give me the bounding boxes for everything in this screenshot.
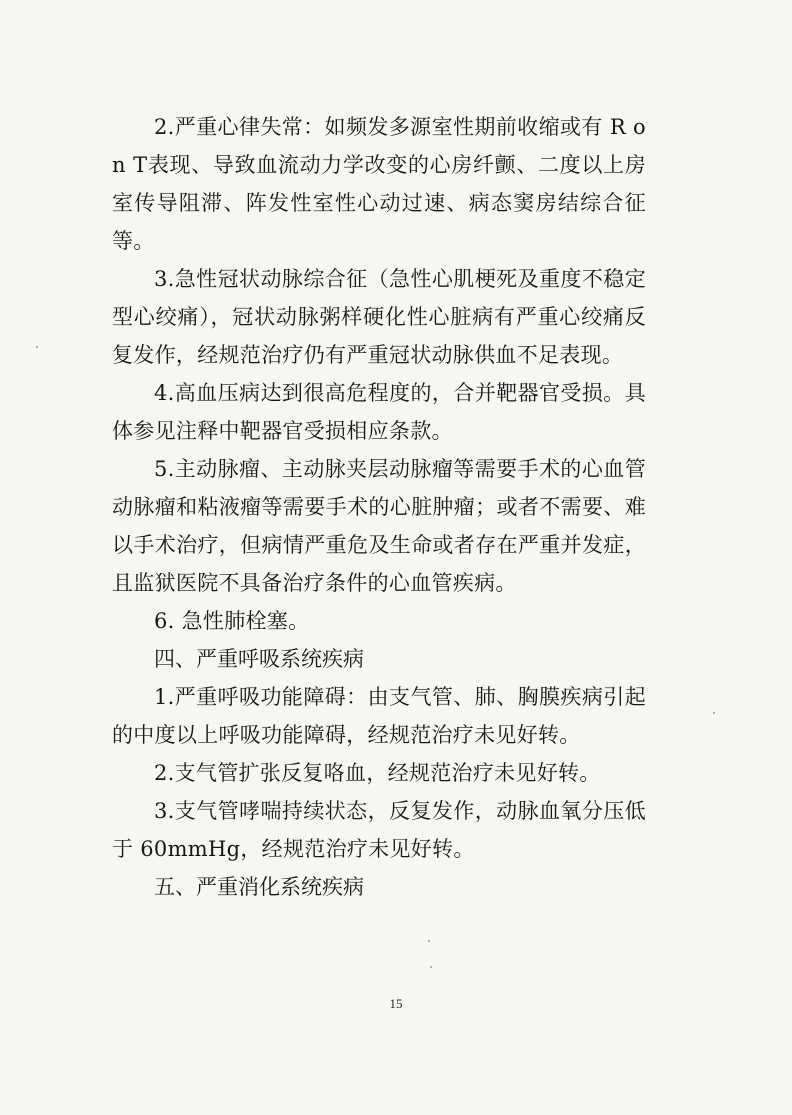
paragraph-bronchiectasis: 2.支气管扩张反复咯血，经规范治疗未见好转。	[154, 761, 601, 785]
scan-speck	[430, 966, 432, 968]
scan-speck	[36, 346, 38, 348]
paragraph-asthma: 3.支气管哮喘持续状态，反复发作，动脉血氧分压低于 60mmHg，经规范治疗未见好转。	[112, 799, 646, 861]
section-heading-respiratory: 四、严重呼吸系统疾病	[154, 647, 364, 671]
scan-speck	[428, 940, 430, 942]
paragraph-hypertension: 4.高血压病达到很高危程度的，合并靶器官受损。具体参见注释中靶器官受损相应条款。	[112, 381, 646, 443]
paragraph-coronary-syndrome: 3.急性冠状动脉综合征（急性心肌梗死及重度不稳定型心绞痛），冠状动脉粥样硬化性心脏病有严重心绞痛反复发作，经规范治疗仍有严重冠状动脉供血不足表现。	[112, 267, 646, 367]
paragraph-pulmonary-embolism: 6. 急性肺栓塞。	[154, 609, 310, 633]
scan-speck	[713, 712, 715, 714]
page-number: 15	[389, 996, 403, 1011]
document-body	[112, 108, 646, 906]
paragraph-arrhythmia: 2.严重心律失常：如频发多源室性期前收缩或有 R on T表现、导致血流动力学改变的心房纤颤、二度以上房室传导阻滞、阵发性室性心动过速、病态窦房结综合征等。	[112, 115, 646, 253]
paragraph-respiratory-dysfunction: 1.严重呼吸功能障碍：由支气管、肺、胸膜疾病引起的中度以上呼吸功能障碍，经规范治疗未见好转。	[112, 685, 646, 747]
paragraph-aneurysm: 5.主动脉瘤、主动脉夹层动脉瘤等需要手术的心血管动脉瘤和粘液瘤等需要手术的心脏肿瘤；或者不需要、难以手术治疗，但病情严重危及生命或者存在严重并发症，且监狱医院不具备治疗条件的心血管疾病。	[112, 457, 646, 595]
section-heading-digestive: 五、严重消化系统疾病	[154, 875, 364, 899]
